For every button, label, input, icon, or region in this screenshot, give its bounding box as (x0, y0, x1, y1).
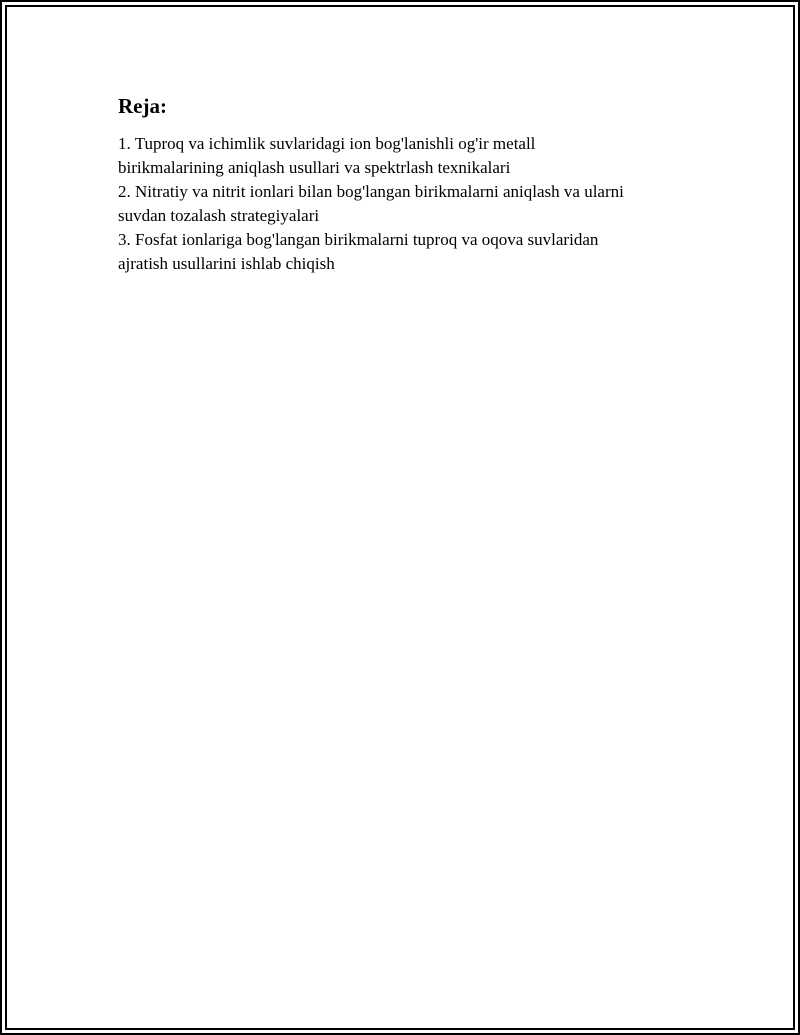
plan-item-1-line-1: 1. Tuproq va ichimlik suvlaridagi ion bog'lanishli og'ir metall (118, 134, 536, 153)
plan-item-3-line-2: ajratish usullarini ishlab chiqish (118, 254, 335, 273)
plan-item-3 (118, 228, 698, 276)
plan-item-2 (118, 180, 698, 228)
document-body (118, 92, 698, 276)
plan-item-2-line-2: suvdan tozalash strategiyalari (118, 206, 320, 225)
plan-item-1-line-2: birikmalarining aniqlash usullari va spektrlash texnikalari (118, 158, 511, 177)
plan-item-2-line-1: 2. Nitratiy va nitrit ionlari bilan bog'langan birikmalarni aniqlash va ularni (118, 182, 624, 201)
plan-item-1 (118, 132, 698, 180)
plan-heading: Reja: (118, 94, 167, 118)
plan-item-3-line-1: 3. Fosfat ionlariga bog'langan birikmalarni tuproq va oqova suvlaridan (118, 230, 599, 249)
